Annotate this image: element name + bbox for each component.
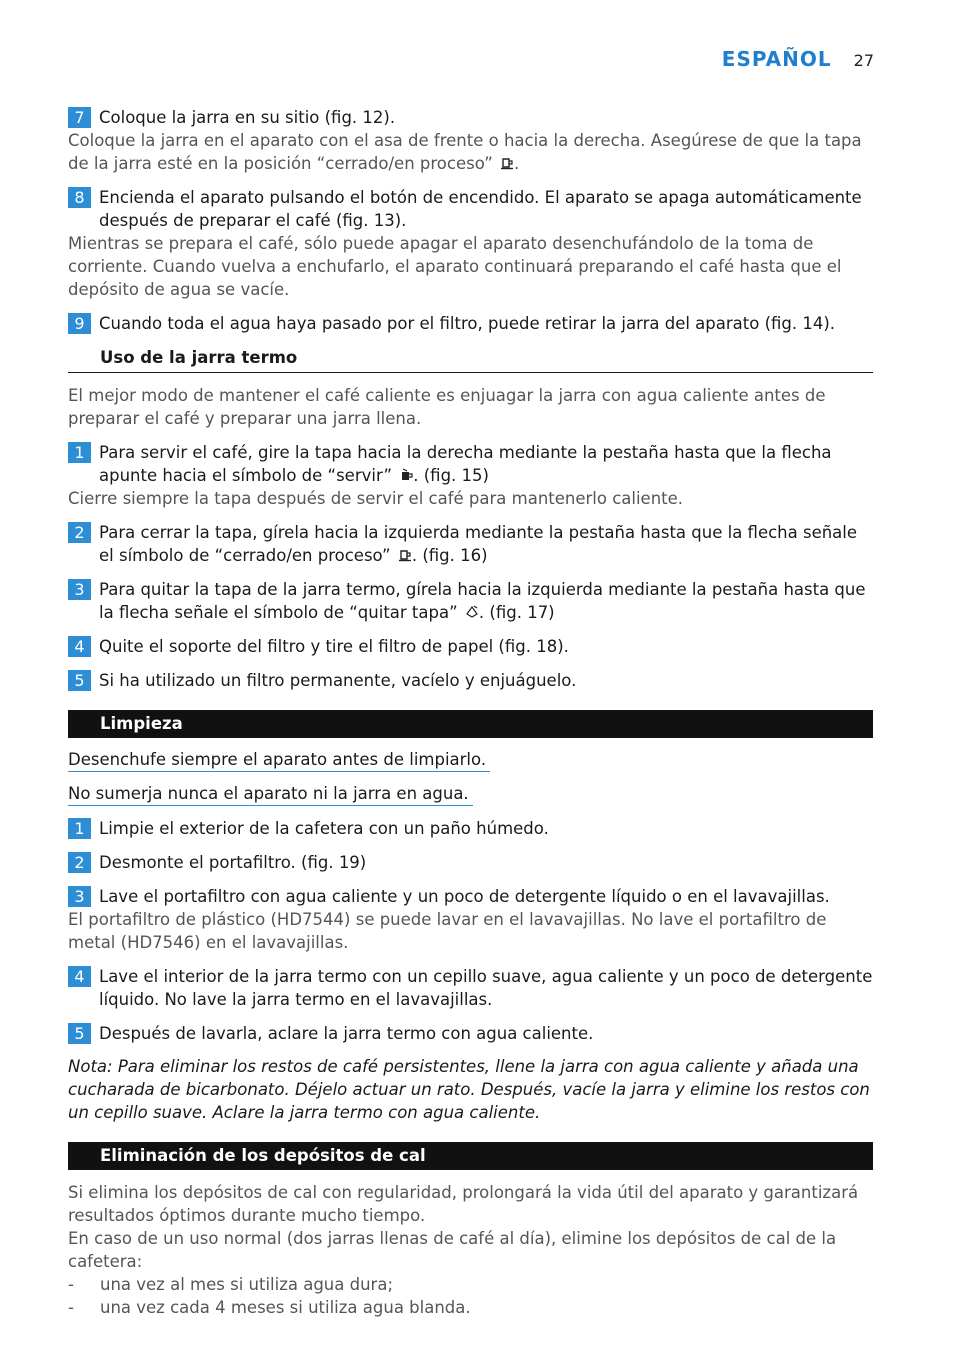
warning-block (68, 738, 873, 772)
descaling-intro: Si elimina los depósitos de cal con regularidad, prolongará la vida útil del aparato y garantizará resultados óptimos durante mucho tiempo. (68, 1183, 859, 1225)
step-text: Lave el interior de la jarra termo con un cepillo suave, agua caliente y un poco de detergente líquido. No lave la jarra termo en el lavavajillas. (99, 967, 873, 1009)
step-text: Coloque la jarra en su sitio (fig. 12). (99, 108, 396, 127)
step-text: Después de lavarla, aclare la jarra termo con agua caliente. (99, 1024, 594, 1043)
warning-unplug: Desenchufe siempre el aparato antes de limpiarlo. (68, 748, 490, 772)
thermo-intro: El mejor modo de mantener el café caliente es enjuagar la jarra con agua caliente antes de preparar el café y preparar una jarra llena. (68, 386, 826, 428)
cleaning-note: Nota: Para eliminar los restos de café persistentes, llene la jarra con agua caliente y añada una cucharada de bicarbonato. Déjelo actuar un rato. Después, vacíe la jarra y elimine los restos con un cepillo suave. Aclare la jarra termo con agua caliente. (68, 1057, 870, 1122)
step-9 (68, 312, 873, 335)
thermo-step-1 (68, 441, 873, 487)
step-text-suffix: . (fig. 15) (413, 466, 489, 485)
step-text-main: Para cerrar la tapa, gírela hacia la izquierda mediante la pestaña hasta que la flecha señale el símbolo de “cerrado/en proceso” (99, 523, 858, 565)
step-text: Si ha utilizado un filtro permanente, vacíelo y enjuáguelo. (99, 671, 577, 690)
thermo-step-3 (68, 578, 873, 624)
bullet-dash: - (68, 1298, 74, 1317)
step-8-detail: Mientras se prepara el café, sólo puede apagar el aparato desenchufándolo de la toma de corriente. Cuando vuelva a enchufarlo, el aparato continuará preparando el café hasta que el depósito de agua se vacíe. (68, 234, 842, 299)
language-label: ESPAÑOL (721, 47, 832, 71)
step-number: 1 (68, 818, 91, 839)
page-header (722, 47, 874, 71)
thermo-step-1-detail: Cierre siempre la tapa después de servir el café para mantenerlo caliente. (68, 489, 684, 508)
section-heading-thermo: Uso de la jarra termo (68, 346, 873, 373)
thermo-step-4 (68, 635, 873, 658)
step-number: 8 (68, 187, 91, 208)
cleaning-step-3-detail: El portafiltro de plástico (HD7544) se puede lavar en el lavavajillas. No lave el portafiltro de metal (HD7546) en el lavavajillas. (68, 910, 827, 952)
step-text: Quite el soporte del filtro y tire el filtro de papel (fig. 18). (99, 637, 569, 656)
step-text (99, 578, 873, 624)
step-text (99, 441, 873, 487)
descaling-list (68, 1273, 873, 1319)
step-text-suffix: . (fig. 16) (411, 546, 488, 565)
detail-suffix: . (514, 154, 520, 173)
closed-brewing-icon (398, 548, 412, 562)
cleaning-step-4 (68, 965, 873, 1011)
list-item (68, 1296, 873, 1319)
thermo-step-5 (68, 669, 873, 692)
step-7-detail (68, 129, 873, 175)
page-number: 27 (853, 51, 874, 70)
step-number: 7 (68, 107, 91, 128)
step-7 (68, 106, 873, 129)
cleaning-step-3 (68, 885, 873, 908)
step-number: 5 (68, 670, 91, 691)
list-item-text: una vez al mes si utiliza agua dura; (100, 1275, 394, 1294)
remove-lid-icon (465, 605, 479, 619)
list-item (68, 1273, 873, 1296)
step-number: 2 (68, 522, 91, 543)
step-text (99, 521, 873, 567)
cleaning-step-5 (68, 1022, 873, 1045)
descaling-frequency: En caso de un uso normal (dos jarras llenas de café al día), elimine los depósitos de cal de la cafetera: (68, 1229, 837, 1271)
warning-immerse: No sumerja nunca el aparato ni la jarra en agua. (68, 782, 473, 806)
detail-text: Coloque la jarra en el aparato con el asa de frente o hacia la derecha. Asegúrese de que la tapa de la jarra esté en la posición “cerrado/en proceso” (68, 131, 862, 173)
step-number: 4 (68, 636, 91, 657)
bullet-dash: - (68, 1275, 74, 1294)
warning-block (68, 772, 873, 806)
section-heading-cleaning: Limpieza (68, 710, 873, 738)
step-8 (68, 186, 873, 232)
step-number: 1 (68, 442, 91, 463)
step-text: Cuando toda el agua haya pasado por el filtro, puede retirar la jarra del aparato (fig. 14). (99, 314, 836, 333)
section-heading-descaling: Eliminación de los depósitos de cal (68, 1142, 873, 1170)
step-number: 2 (68, 852, 91, 873)
step-text: Lave el portafiltro con agua caliente y un poco de detergente líquido o en el lavavajillas. (99, 887, 830, 906)
step-number: 9 (68, 313, 91, 334)
step-text: Limpie el exterior de la cafetera con un paño húmedo. (99, 819, 549, 838)
step-text-main: Para quitar la tapa de la jarra termo, gírela hacia la izquierda mediante la pestaña hasta que la flecha señale el símbolo de “quitar tapa” (99, 580, 866, 622)
step-text: Desmonte el portafiltro. (fig. 19) (99, 853, 367, 872)
cleaning-step-1 (68, 817, 873, 840)
step-number: 4 (68, 966, 91, 987)
closed-brewing-icon (500, 156, 514, 170)
pour-icon (399, 468, 413, 482)
step-number: 3 (68, 579, 91, 600)
step-text: Encienda el aparato pulsando el botón de encendido. El aparato se apaga automáticamente después de preparar el café (fig. 13). (99, 188, 862, 230)
thermo-step-2 (68, 521, 873, 567)
step-number: 5 (68, 1023, 91, 1044)
step-text-main: Para servir el café, gire la tapa hacia la derecha mediante la pestaña hasta que la flecha apunte hacia el símbolo de “servir” (99, 443, 832, 485)
cleaning-step-2 (68, 851, 873, 874)
list-item-text: una vez cada 4 meses si utiliza agua blanda. (100, 1298, 471, 1317)
page-content (68, 106, 873, 1319)
step-text-suffix: . (fig. 17) (478, 603, 555, 622)
step-number: 3 (68, 886, 91, 907)
